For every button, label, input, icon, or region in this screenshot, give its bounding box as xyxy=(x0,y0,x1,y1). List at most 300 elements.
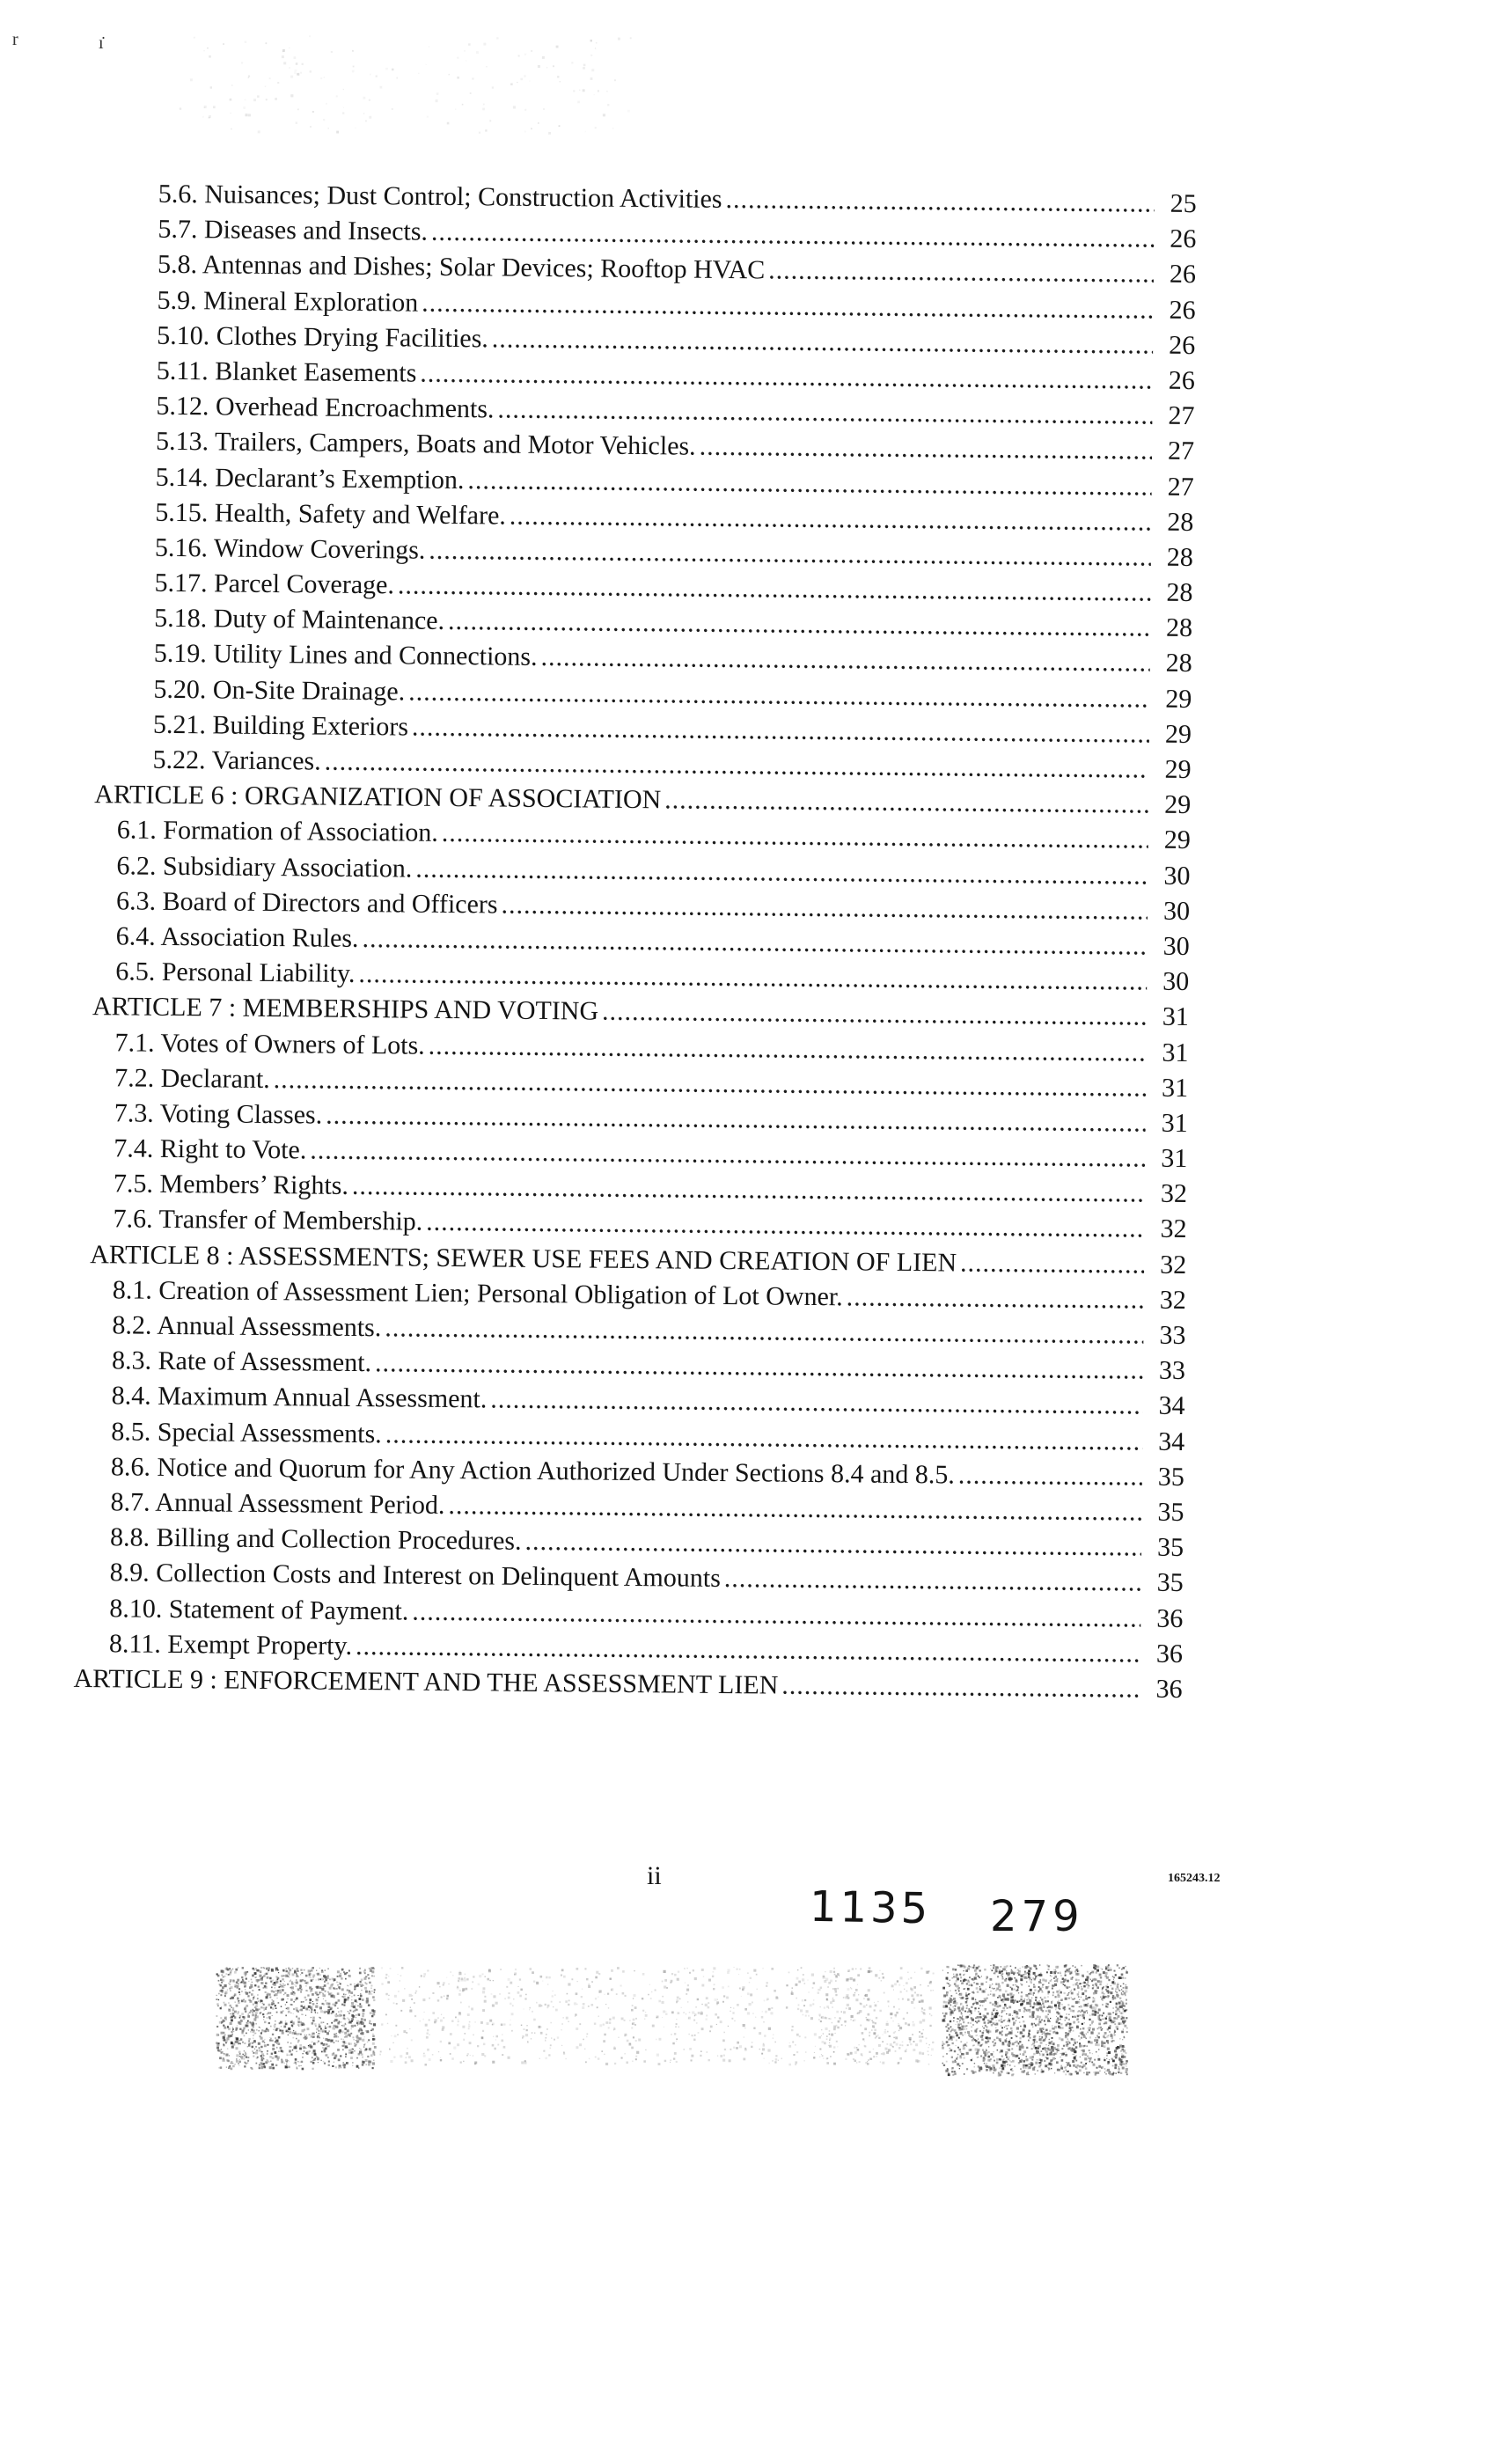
scan-speck xyxy=(1031,1979,1032,1980)
scan-speck xyxy=(1044,2020,1045,2022)
scan-speck xyxy=(823,1976,825,1979)
scan-speck xyxy=(1090,2042,1093,2044)
scan-speck xyxy=(1075,2071,1077,2072)
scan-speck xyxy=(224,1996,226,1998)
scan-speck xyxy=(255,2014,257,2016)
scan-speck xyxy=(1081,1965,1082,1967)
scan-speck xyxy=(326,2002,328,2005)
scan-speck xyxy=(464,2039,465,2040)
scan-speck xyxy=(830,2001,832,2004)
scan-speck xyxy=(293,2013,294,2014)
scan-speck xyxy=(272,1991,274,1992)
scan-speck xyxy=(1012,2001,1014,2003)
scan-speck xyxy=(1033,2006,1035,2007)
scan-speck xyxy=(588,1984,590,1985)
scan-speck xyxy=(994,2003,996,2005)
scan-speck xyxy=(576,1992,578,1995)
scan-speck xyxy=(244,2000,246,2002)
scan-speck xyxy=(291,2020,293,2022)
scan-speck xyxy=(249,1986,252,1989)
scan-speck xyxy=(795,2064,796,2065)
scan-speck xyxy=(1118,2022,1121,2025)
scan-speck xyxy=(1000,2058,1001,2060)
scan-speck xyxy=(282,1998,284,2000)
scan-speck xyxy=(1022,2045,1024,2048)
toc-entry-page: 32 xyxy=(1160,1179,1188,1209)
scan-speck xyxy=(960,1966,962,1968)
scan-speck xyxy=(265,86,267,88)
scan-speck xyxy=(1107,2047,1110,2050)
scan-speck xyxy=(1006,2061,1008,2063)
scan-speck xyxy=(886,2043,888,2045)
scan-speck xyxy=(1076,2001,1079,2004)
scan-speck xyxy=(300,2062,301,2063)
scan-speck xyxy=(1116,2026,1118,2028)
scan-speck xyxy=(1051,1979,1052,1980)
scan-speck xyxy=(1053,2047,1056,2050)
scan-speck xyxy=(1011,1969,1013,1971)
scan-speck xyxy=(409,2010,412,2013)
scan-speck xyxy=(1063,2045,1065,2047)
scan-speck xyxy=(294,2034,295,2035)
scan-speck xyxy=(261,2029,263,2031)
scan-speck xyxy=(1005,2025,1007,2027)
scan-speck xyxy=(519,1978,521,1980)
scan-speck xyxy=(962,2018,964,2020)
scan-speck xyxy=(244,2057,245,2058)
scan-speck xyxy=(387,1981,390,1984)
scan-speck xyxy=(255,2023,257,2025)
scan-speck xyxy=(248,2044,251,2047)
scan-speck xyxy=(421,1975,422,1976)
scan-speck xyxy=(293,2046,296,2049)
scan-speck xyxy=(261,2059,264,2062)
scan-speck xyxy=(458,2013,461,2015)
toc-entry-title: ARTICLE 8 : ASSESSMENTS; SEWER USE FEES AND CREATION OF LIEN xyxy=(90,1239,957,1278)
scan-speck xyxy=(262,1983,263,1984)
scan-speck xyxy=(504,1998,506,1999)
scan-speck xyxy=(1078,1970,1079,1971)
toc-entry-page: 35 xyxy=(1157,1462,1185,1492)
scan-speck xyxy=(1023,2020,1024,2022)
scan-speck xyxy=(1048,2070,1049,2071)
scan-speck xyxy=(586,2036,588,2038)
scan-speck xyxy=(1122,2061,1124,2063)
scan-speck xyxy=(1067,1980,1069,1983)
scan-speck xyxy=(996,2029,998,2031)
scan-speck xyxy=(257,95,260,98)
scan-speck xyxy=(866,2005,867,2006)
scan-speck xyxy=(1077,2042,1079,2043)
scan-speck xyxy=(1119,1998,1121,1999)
scan-speck xyxy=(546,2037,547,2039)
scan-speck xyxy=(1011,1971,1014,1974)
scan-speck xyxy=(843,1997,845,1998)
scan-speck xyxy=(988,2029,990,2031)
scan-speck xyxy=(969,2049,972,2051)
scan-speck xyxy=(287,1994,290,1997)
scan-speck xyxy=(1005,2034,1008,2036)
scan-speck xyxy=(612,2017,615,2020)
scan-speck xyxy=(368,2064,370,2066)
scan-speck xyxy=(1040,1979,1041,1980)
scan-speck xyxy=(259,1975,261,1977)
scan-speck xyxy=(291,2004,293,2006)
scan-speck xyxy=(352,2016,354,2018)
scan-speck xyxy=(893,2006,895,2008)
scan-speck xyxy=(1057,2017,1059,2019)
scan-speck xyxy=(1119,2062,1122,2064)
scan-speck xyxy=(329,1987,332,1990)
scan-speck xyxy=(1069,1973,1071,1975)
scan-speck xyxy=(529,80,530,81)
scan-speck xyxy=(998,1984,1000,1985)
scan-speck xyxy=(687,1984,689,1986)
scan-speck xyxy=(846,1994,848,1997)
scan-speck xyxy=(547,2005,550,2007)
scan-speck xyxy=(348,1970,350,1972)
scan-speck xyxy=(1070,2049,1073,2051)
scan-speck xyxy=(294,2032,297,2035)
scan-speck xyxy=(585,131,586,132)
scan-speck xyxy=(563,2017,564,2018)
scan-speck xyxy=(348,2052,350,2054)
toc-dot-leader xyxy=(725,182,1155,222)
scan-speck xyxy=(1052,2050,1054,2052)
scan-speck xyxy=(978,2042,980,2044)
scan-speck xyxy=(1052,2053,1055,2056)
scan-speck xyxy=(225,1968,228,1970)
scan-speck xyxy=(241,1982,242,1983)
scan-speck xyxy=(361,2029,362,2030)
scan-speck xyxy=(1065,2054,1067,2057)
scan-speck xyxy=(222,1975,224,1976)
toc-entry-title: 8.1. Creation of Assessment Lien; Personal Obligation of Lot Owner. xyxy=(112,1275,843,1312)
scan-speck xyxy=(974,2066,976,2068)
scan-speck xyxy=(627,110,630,113)
scan-speck xyxy=(1034,1978,1036,1980)
scan-speck xyxy=(734,1967,735,1968)
scan-speck xyxy=(276,2012,278,2013)
scan-speck xyxy=(613,2048,616,2050)
scan-speck xyxy=(1096,1986,1099,1989)
scan-speck xyxy=(337,2027,338,2028)
scan-speck xyxy=(257,1979,260,1982)
scan-speck xyxy=(928,2064,930,2065)
scan-speck xyxy=(958,1991,960,1992)
toc-entry-title: ARTICLE 7 : MEMBERSHIPS AND VOTING xyxy=(92,992,599,1026)
scan-speck xyxy=(1115,2013,1117,2015)
scan-speck xyxy=(437,1999,439,2001)
scan-speck xyxy=(802,1999,804,2002)
scan-speck xyxy=(458,2012,460,2013)
scan-speck xyxy=(1031,2044,1033,2046)
scan-speck xyxy=(1027,2035,1029,2037)
scan-speck xyxy=(1120,1985,1121,1986)
scan-speck xyxy=(342,2062,344,2064)
scan-speck xyxy=(995,2023,998,2026)
scan-speck xyxy=(303,2047,304,2048)
scan-speck xyxy=(1113,1982,1116,1984)
scan-speck xyxy=(1030,2064,1033,2066)
scan-speck xyxy=(975,2020,977,2022)
scan-speck xyxy=(315,2026,316,2027)
scan-speck xyxy=(1034,2045,1036,2047)
scan-speck xyxy=(225,2040,228,2042)
scan-speck xyxy=(1039,2053,1040,2054)
scan-speck xyxy=(344,2042,345,2043)
scan-speck xyxy=(749,1982,750,1983)
scan-speck xyxy=(373,2050,375,2052)
scan-speck xyxy=(986,2030,988,2033)
scan-speck xyxy=(700,2011,702,2013)
scan-speck xyxy=(1031,2016,1033,2018)
scan-speck xyxy=(263,2063,265,2064)
scan-speck xyxy=(285,1984,286,1985)
scan-speck xyxy=(923,2013,926,2015)
scan-speck xyxy=(223,2043,224,2044)
scan-speck xyxy=(359,2006,362,2008)
scan-speck xyxy=(1060,2067,1063,2070)
scan-speck xyxy=(590,40,593,42)
scan-speck xyxy=(348,2050,351,2052)
scan-speck xyxy=(747,2012,750,2014)
scan-speck xyxy=(985,2064,987,2067)
scan-speck xyxy=(700,2013,702,2015)
scan-speck xyxy=(951,2028,954,2031)
scan-speck xyxy=(1055,2009,1056,2010)
scan-speck xyxy=(230,2005,231,2006)
scan-speck xyxy=(495,2002,498,2005)
scan-speck xyxy=(664,1986,666,1989)
scan-speck xyxy=(305,2038,307,2040)
scan-speck xyxy=(1101,2029,1103,2031)
scan-speck xyxy=(1030,1981,1032,1984)
scan-speck xyxy=(1037,2009,1039,2012)
scan-speck xyxy=(909,2037,912,2040)
scan-speck xyxy=(1033,2035,1036,2038)
scan-speck xyxy=(255,1977,257,1979)
scan-speck xyxy=(898,2062,899,2064)
scan-speck xyxy=(834,1974,836,1976)
scan-speck xyxy=(275,2024,276,2026)
scan-speck xyxy=(1093,1992,1096,1995)
scan-speck xyxy=(405,2061,407,2064)
scan-speck xyxy=(1073,2049,1074,2050)
scan-speck xyxy=(990,2053,993,2056)
scan-speck xyxy=(221,2052,222,2053)
scan-speck xyxy=(1105,1968,1107,1969)
scan-speck xyxy=(717,1999,718,2000)
scan-speck xyxy=(1108,1979,1110,1981)
scan-speck xyxy=(1044,2060,1045,2062)
scan-speck xyxy=(951,2069,952,2070)
scan-speck xyxy=(304,2047,305,2048)
scan-speck xyxy=(972,2071,974,2072)
scan-speck xyxy=(1040,1974,1043,1976)
scan-speck xyxy=(634,2006,637,2009)
scan-speck xyxy=(1006,2038,1007,2039)
scan-speck xyxy=(253,2023,254,2025)
scan-speck xyxy=(1051,2068,1052,2069)
scan-speck xyxy=(1065,2020,1067,2021)
scan-speck xyxy=(256,2009,259,2012)
scan-speck xyxy=(1001,2034,1003,2035)
scan-speck xyxy=(967,1968,970,1970)
scan-speck xyxy=(662,2017,663,2018)
scan-speck xyxy=(315,1986,317,1988)
scan-speck xyxy=(309,2044,312,2047)
scan-speck xyxy=(984,1969,986,1970)
scan-speck xyxy=(847,1996,848,1998)
scan-speck xyxy=(245,2006,246,2008)
scan-speck xyxy=(931,2055,932,2056)
scan-speck xyxy=(899,1976,902,1979)
scan-speck xyxy=(956,1992,957,1994)
scan-speck xyxy=(1099,2027,1102,2029)
scan-speck xyxy=(631,2009,634,2012)
scan-speck xyxy=(1076,2067,1078,2069)
scan-speck xyxy=(1036,2049,1038,2050)
scan-speck xyxy=(992,2022,994,2025)
scan-speck xyxy=(247,2020,249,2022)
toc-entry-title: 5.9. Mineral Exploration xyxy=(157,285,419,318)
toc-entry-title: 6.4. Association Rules. xyxy=(115,921,359,953)
scan-speck xyxy=(260,1982,263,1984)
scan-speck xyxy=(889,2035,891,2037)
scan-speck xyxy=(229,2010,231,2012)
scan-speck xyxy=(1023,2064,1025,2067)
scan-speck xyxy=(1074,2016,1076,2018)
scan-speck xyxy=(831,2034,833,2036)
scan-speck xyxy=(832,2006,833,2008)
scan-speck xyxy=(949,2008,950,2010)
scan-speck xyxy=(255,2017,257,2019)
scan-speck xyxy=(1084,2012,1085,2013)
scan-speck xyxy=(288,1968,290,1969)
scan-speck xyxy=(279,1990,281,1991)
scan-speck xyxy=(1074,2056,1076,2057)
scan-speck xyxy=(753,1969,756,1972)
scan-speck xyxy=(1097,2018,1099,2020)
scan-speck xyxy=(1004,2027,1005,2028)
scan-speck xyxy=(1027,1995,1030,1998)
scan-speck xyxy=(948,1966,950,1968)
scan-speck xyxy=(670,2062,671,2063)
scan-speck xyxy=(234,1993,237,1996)
scan-speck xyxy=(988,2066,991,2069)
scan-speck xyxy=(447,1995,450,1998)
scan-speck xyxy=(1056,2021,1058,2023)
scan-speck xyxy=(951,2030,952,2031)
scan-speck xyxy=(803,2005,805,2006)
scan-speck xyxy=(995,1969,997,1970)
scan-speck xyxy=(245,2055,246,2057)
scan-speck xyxy=(1017,1990,1019,1991)
scan-speck xyxy=(362,2039,364,2042)
scan-speck xyxy=(290,2004,292,2006)
scan-speck xyxy=(1006,2013,1007,2014)
scan-speck xyxy=(825,1993,828,1996)
scan-speck xyxy=(341,2010,343,2013)
scan-speck xyxy=(292,2032,295,2035)
scan-speck xyxy=(312,2042,313,2043)
scan-speck xyxy=(829,2045,832,2048)
scan-speck xyxy=(741,1996,742,1997)
scan-speck xyxy=(1107,2042,1109,2044)
scan-speck xyxy=(752,2013,753,2014)
scan-speck xyxy=(414,2002,415,2004)
scan-speck xyxy=(971,1984,972,1986)
scan-speck xyxy=(354,2010,355,2011)
scan-speck xyxy=(246,2033,247,2035)
scan-speck xyxy=(1002,2059,1004,2061)
scan-speck xyxy=(257,2057,259,2058)
scan-speck xyxy=(910,1988,913,1991)
scan-speck xyxy=(243,2054,244,2055)
scan-speck xyxy=(241,2000,244,2003)
scan-speck xyxy=(976,1983,978,1984)
scan-speck xyxy=(1097,1981,1098,1982)
scan-speck xyxy=(957,2018,958,2020)
scan-speck xyxy=(1025,2027,1026,2028)
scan-speck xyxy=(980,2056,982,2057)
toc-entry-page: 31 xyxy=(1161,1143,1188,1174)
scan-speck xyxy=(945,2001,947,2003)
scan-speck xyxy=(990,2018,991,2019)
scan-speck xyxy=(1047,2000,1049,2002)
scan-speck xyxy=(956,1974,958,1976)
scan-speck xyxy=(1037,2030,1039,2033)
scan-speck xyxy=(1073,2044,1074,2046)
scan-speck xyxy=(1122,2045,1125,2048)
scan-speck xyxy=(274,2025,276,2028)
scan-speck xyxy=(1074,2049,1075,2050)
scan-speck xyxy=(362,2022,364,2025)
scan-speck xyxy=(317,1994,319,1996)
scan-speck xyxy=(369,2049,370,2050)
scan-speck xyxy=(267,2017,268,2019)
scan-speck xyxy=(231,1986,233,1989)
scan-speck xyxy=(946,1977,949,1980)
scan-speck xyxy=(823,2033,824,2034)
scan-speck xyxy=(368,2060,370,2063)
toc-entry-title: 7.6. Transfer of Membership. xyxy=(113,1204,423,1237)
scan-speck xyxy=(360,2049,362,2050)
scan-speck xyxy=(1120,2006,1123,2008)
toc-dot-leader xyxy=(960,1245,1144,1282)
scan-speck xyxy=(961,1982,964,1984)
scan-speck xyxy=(1041,2050,1043,2052)
scan-speck xyxy=(986,2026,988,2028)
scan-speck xyxy=(841,2024,843,2026)
scan-speck xyxy=(715,2013,717,2016)
scan-speck xyxy=(1016,1980,1018,1983)
scan-speck xyxy=(344,2028,346,2029)
scan-speck xyxy=(899,2027,902,2029)
scan-speck xyxy=(1013,2000,1016,2003)
scan-speck xyxy=(983,2051,986,2054)
scan-speck xyxy=(351,2049,353,2050)
scan-speck xyxy=(1111,1981,1114,1984)
scan-speck xyxy=(240,2020,243,2022)
scan-speck xyxy=(312,1993,314,1996)
scan-speck xyxy=(1113,1980,1115,1982)
scan-speck xyxy=(283,2026,286,2028)
scan-speck xyxy=(1042,2034,1044,2035)
scan-speck xyxy=(799,2035,801,2037)
scan-speck xyxy=(220,2007,222,2009)
